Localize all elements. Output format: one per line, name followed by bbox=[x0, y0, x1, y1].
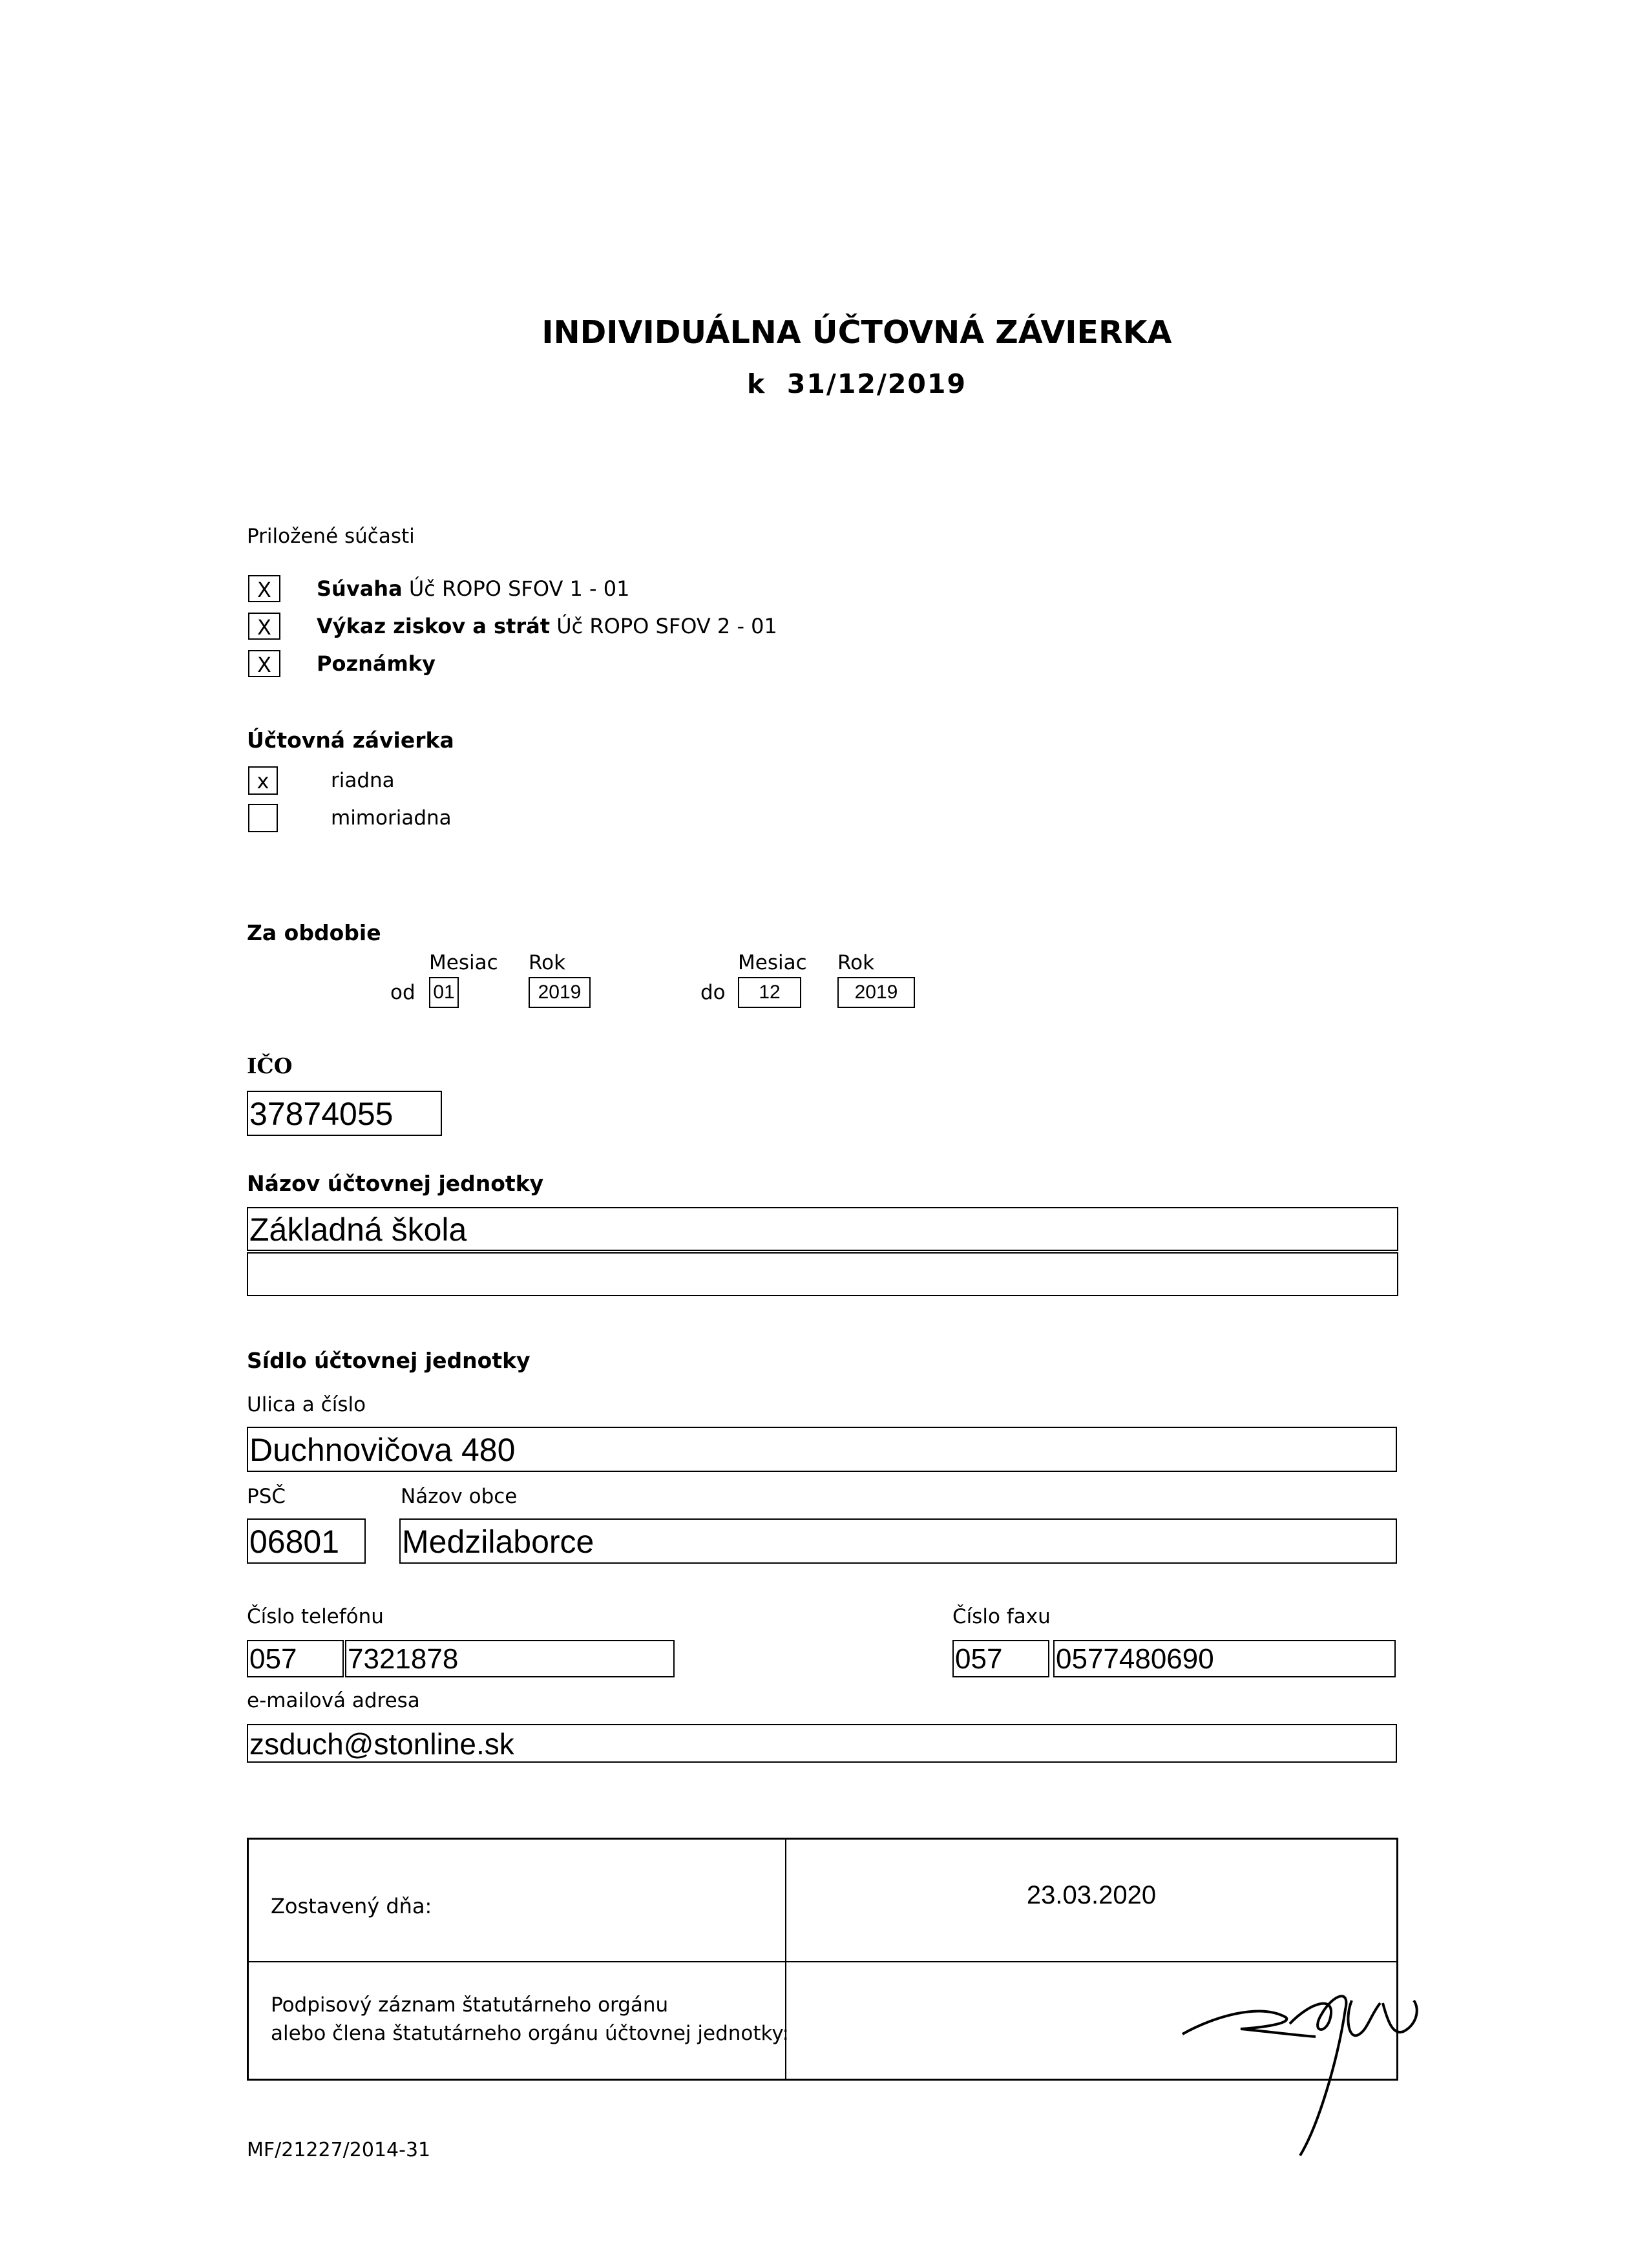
closing-date: k 31/12/2019 bbox=[747, 368, 967, 399]
address-label: Sídlo účtovnej jednotky bbox=[247, 1348, 530, 1373]
attachment-checkbox-income[interactable]: X bbox=[248, 613, 280, 640]
to-label: do bbox=[700, 981, 726, 1004]
compiled-date: 23.03.2020 bbox=[1026, 1881, 1157, 1909]
fax-label: Číslo faxu bbox=[952, 1605, 1051, 1628]
fax-field[interactable]: 0577480690 bbox=[1053, 1640, 1396, 1677]
compiled-label: Zostavený dňa: bbox=[271, 1894, 432, 1918]
to-month-label: Mesiac bbox=[738, 951, 807, 974]
signature-label-line1: Podpisový záznam štatutárneho orgánu bbox=[271, 1993, 669, 2017]
closing-regular-checkbox[interactable]: x bbox=[248, 766, 278, 795]
table-divider-horizontal bbox=[249, 1961, 1396, 1962]
from-year-label: Rok bbox=[529, 951, 566, 974]
attachment-checkbox-balance[interactable]: X bbox=[248, 575, 280, 602]
attachment-notes bbox=[317, 651, 436, 676]
entity-name-line1[interactable]: Základná škola bbox=[247, 1207, 1398, 1251]
closing-regular-label: riadna bbox=[331, 769, 395, 792]
entity-name-line2[interactable] bbox=[247, 1252, 1398, 1296]
from-month-field[interactable]: 01 bbox=[429, 977, 459, 1008]
entity-name-label: Názov účtovnej jednotky bbox=[247, 1171, 544, 1196]
closing-extraordinary-label: mimoriadna bbox=[331, 806, 452, 830]
psc-field[interactable]: 06801 bbox=[247, 1518, 366, 1564]
email-label: e-mailová adresa bbox=[247, 1689, 420, 1712]
to-year-field[interactable]: 2019 bbox=[837, 977, 915, 1008]
from-label: od bbox=[390, 981, 415, 1004]
city-label: Názov obce bbox=[401, 1485, 518, 1508]
attachment-income-code: Úč ROPO SFOV 2 - 01 bbox=[556, 614, 777, 638]
city-field[interactable]: Medzilaborce bbox=[399, 1518, 1397, 1564]
attachment-balance-title: Súvaha bbox=[317, 576, 403, 601]
attachment-income bbox=[317, 614, 777, 638]
closing-extraordinary-checkbox[interactable] bbox=[248, 804, 278, 832]
fax-prefix-field[interactable]: 057 bbox=[952, 1640, 1049, 1677]
psc-label: PSČ bbox=[247, 1485, 286, 1508]
ico-field[interactable]: 37874055 bbox=[247, 1091, 442, 1136]
email-field[interactable]: zsduch@stonline.sk bbox=[247, 1724, 1397, 1763]
street-field[interactable]: Duchnovičova 480 bbox=[247, 1427, 1397, 1472]
form-code: MF/21227/2014-31 bbox=[247, 2139, 431, 2161]
from-year-field[interactable]: 2019 bbox=[529, 977, 591, 1008]
document-title: INDIVIDUÁLNA ÚČTOVNÁ ZÁVIERKA bbox=[541, 314, 1172, 351]
to-year-label: Rok bbox=[837, 951, 875, 974]
ico-label: IČO bbox=[247, 1053, 293, 1078]
attachments-label: Priložené súčasti bbox=[247, 525, 415, 548]
from-month-label: Mesiac bbox=[429, 951, 498, 974]
period-label: Za obdobie bbox=[247, 920, 381, 945]
closing-type-label: Účtovná závierka bbox=[247, 728, 454, 753]
phone-field[interactable]: 7321878 bbox=[345, 1640, 675, 1677]
to-month-field[interactable]: 12 bbox=[738, 977, 801, 1008]
attachment-notes-title: Poznámky bbox=[317, 651, 436, 676]
attachment-balance bbox=[317, 576, 629, 601]
phone-prefix-field[interactable]: 057 bbox=[247, 1640, 344, 1677]
attachment-income-title: Výkaz ziskov a strát bbox=[317, 614, 551, 638]
street-label: Ulica a číslo bbox=[247, 1393, 366, 1416]
attachment-balance-code: Úč ROPO SFOV 1 - 01 bbox=[408, 576, 630, 601]
signature-label-line2: alebo člena štatutárneho orgánu účtovnej jednotky: bbox=[271, 2022, 789, 2045]
attachment-checkbox-notes[interactable]: X bbox=[248, 650, 280, 677]
phone-label: Číslo telefónu bbox=[247, 1605, 384, 1628]
handwritten-signature bbox=[1163, 1964, 1434, 2158]
